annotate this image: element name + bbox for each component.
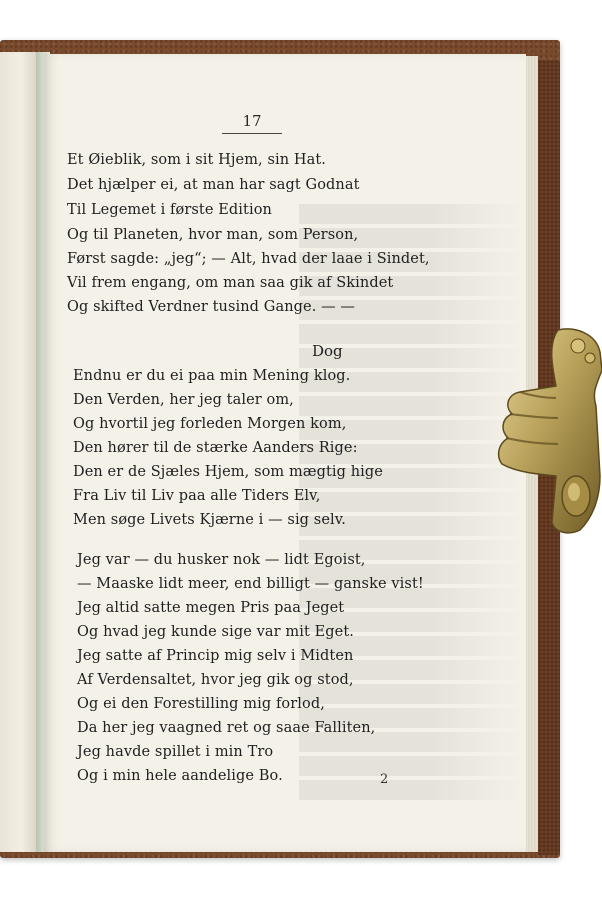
verse-line: Jeg satte af Princip mig selv i Midten [77,648,354,664]
page-number: 17 [242,112,262,130]
verse-line: — Maaske lidt meer, end billigt — ganske vist! [77,576,424,592]
verse-line: Jeg havde spillet i min Tro [77,744,274,760]
verse-line: Først sagde: „jeg“; — Alt, hvad der laae i Sindet, [67,251,430,267]
verse-line: Og til Planeten, hvor man, som Person, [67,227,359,243]
signature-mark: 2 [380,772,389,787]
verse-line: Det hjælper ei, at man har sagt Godnat [67,177,360,193]
speaker-name: Dog [312,342,343,360]
verse-line: Jeg var — du husker nok — lidt Egoist, [77,552,366,568]
verse-line: Endnu er du ei paa min Mening klog. [73,368,351,384]
verse-line: Den Verden, her jeg taler om, [73,392,294,408]
verse-line: Til Legemet i første Edition [67,202,272,218]
verse-line: Og i min hele aandelige Bo. [77,768,283,784]
page-number-rule [222,133,282,134]
verse-line: Fra Liv til Liv paa alle Tiders Elv, [73,488,321,504]
verse-line: Men søge Livets Kjærne i — sig selv. [73,512,347,528]
verse-line: Jeg altid satte megen Pris paa Jeget [77,600,345,616]
verse-line: Og ei den Forestilling mig forlod, [77,696,325,712]
verse-line: Af Verdensaltet, hvor jeg gik og stod, [77,672,354,688]
verse-line: Og skifted Verdner tusind Gange. — — [67,299,356,315]
verse-line: Og hvad jeg kunde sige var mit Eget. [77,624,354,640]
verse-line: Den hører til de stærke Aanders Rige: [73,440,358,456]
left-page-edge [0,52,37,852]
verse-line: Vil frem engang, om man saa gik af Skindet [67,275,394,291]
brass-clasp-icon [496,326,602,536]
verse-line: Da her jeg vaagned ret og saae Falliten, [77,720,376,736]
verse-line: Et Øieblik, som i sit Hjem, sin Hat. [67,152,327,168]
verse-line: Og hvortil jeg forleden Morgen kom, [73,416,347,432]
verse-line: Den er de Sjæles Hjem, som mægtig hige [73,464,383,480]
